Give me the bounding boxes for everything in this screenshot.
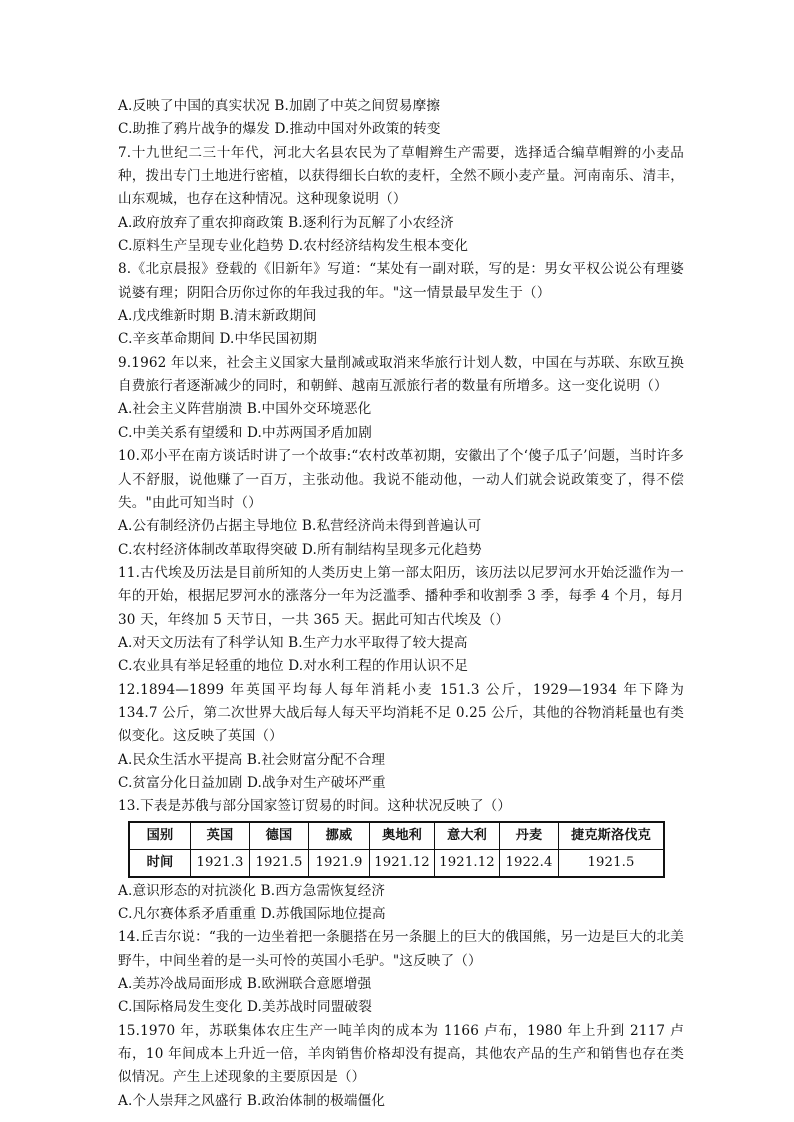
question-12-options-ab: A.民众生活水平提高 B.社会财富分配不合理 bbox=[118, 751, 386, 768]
question-8: 8.《北京晨报》登载的《旧新年》写道：“某处有一副对联，写的是：男女平权公说公有理婆说婆有理；阴阳合历你过你的年我过我的年。"这一情景最早发生于（） bbox=[118, 261, 684, 301]
question-15-options-ab: A.个人崇拜之风盛行 B.政治体制的极端僵化 bbox=[118, 1092, 386, 1109]
question-9-options-ab: A.社会主义阵营崩溃 B.中国外交环境恶化 bbox=[118, 401, 372, 418]
table-header-time: 时间 bbox=[129, 849, 191, 877]
question-7-options-ab: A.政府放弃了重农抑商政策 B.逐利行为瓦解了小农经济 bbox=[118, 214, 454, 231]
question-8-options-ab: A.戊戌维新时期 B.清末新政期间 bbox=[118, 308, 317, 325]
question-14: 14.丘吉尔说：“我的一边坐着把一条腿搭在另一条腿上的巨大的俄国熊，另一边是巨大的北美野牛，中间坐着的是一头可怜的英国小毛驴。"这反映了（） bbox=[118, 929, 684, 969]
table-cell-country: 意大利 bbox=[435, 822, 500, 850]
question-9-options-cd: C.中美关系有望缓和 D.中苏两国矛盾加剧 bbox=[118, 424, 372, 441]
table-cell-time: 1921.5 bbox=[559, 849, 665, 877]
question-14-options-ab: A.美苏冷战局面形成 B.欧洲联合意愿增强 bbox=[118, 976, 372, 993]
table-cell-country: 挪威 bbox=[309, 822, 370, 850]
question-15: 15.1970 年，苏联集体农庄生产一吨羊肉的成本为 1166 卢布，1980 年上升到 2117 卢布，10 年间成本上升近一倍，羊肉销售价格却没有提高，其他农产品的生产和销售也存在类似情况。产生上述现象的主要原因是（） bbox=[118, 1022, 684, 1086]
question-13-options-ab: A.意识形态的对抗淡化 B.西方急需恢复经济 bbox=[118, 882, 386, 899]
question-7: 7.十九世纪二三十年代，河北大名县农民为了草帽辫生产需要，选择适合编草帽辫的小麦品种，拨出专门土地进行密植，以获得细长白软的麦杆，全然不顾小麦产量。河南南乐、清丰，山东观城，也存在这种情况。这种现象说明（） bbox=[118, 144, 684, 208]
question-11: 11.古代埃及历法是目前所知的人类历史上第一部太阳历，该历法以尼罗河水开始泛滥作为一年的开始，根据尼罗河水的涨落分一年为泛滥季、播种季和收割季 3 季，每季 4 个月，每月 30 天，年终加 5 天节日，一共 365 天。据此可知古代埃及（） bbox=[118, 564, 684, 628]
table-cell-time: 1921.12 bbox=[370, 849, 435, 877]
question-11-options-cd: C.农业具有举足轻重的地位 D.对水利工程的作用认识不足 bbox=[118, 658, 469, 675]
table-cell-country: 丹麦 bbox=[500, 822, 559, 850]
question-12-options-cd: C.贫富分化日益加剧 D.战争对生产破坏严重 bbox=[118, 774, 386, 791]
table-row-country bbox=[129, 822, 664, 850]
question-7-options-cd: C.原料生产呈现专业化趋势 D.农村经济结构发生根本变化 bbox=[118, 238, 469, 255]
table-cell-time: 1921.5 bbox=[250, 849, 309, 877]
table-row-time bbox=[129, 849, 664, 877]
question-10-options-cd: C.农村经济体制改革取得突破 D.所有制结构呈现多元化趋势 bbox=[118, 541, 482, 558]
table-cell-country: 英国 bbox=[191, 822, 250, 850]
table-cell-country: 奥地利 bbox=[370, 822, 435, 850]
question-13-options-cd: C.凡尔赛体系矛盾重重 D.苏俄国际地位提高 bbox=[118, 906, 386, 922]
question-10: 10.邓小平在南方谈话时讲了一个故事:“农村改革初期，安徽出了个‘傻子瓜子’问题，当时许多人不舒服，说他赚了一百万，主张动他。我说不能动他，一动人们就会说政策变了，得不偿失。"由此可知当时（） bbox=[118, 448, 684, 511]
exam-page bbox=[118, 95, 684, 1113]
question-10-options-ab: A.公有制经济仍占据主导地位 B.私营经济尚未得到普遍认可 bbox=[118, 518, 482, 535]
question-13: 13.下表是苏俄与部分国家签订贸易的时间。这种状况反映了（） bbox=[118, 798, 512, 815]
table-cell-time: 1921.12 bbox=[435, 849, 500, 877]
option-line: C.助推了鸦片战争的爆发 D.推动中国对外政策的转变 bbox=[118, 121, 441, 138]
question-8-options-cd: C.辛亥革命期间 D.中华民国初期 bbox=[118, 331, 317, 348]
question-9: 9.1962 年以来，社会主义国家大量削减或取消来华旅行计划人数，中国在与苏联、东欧互换自费旅行者逐渐减少的同时，和朝鲜、越南互派旅行者的数量有所增多。这一变化说明（） bbox=[118, 354, 684, 395]
table-cell-country: 德国 bbox=[250, 822, 309, 850]
table-cell-time: 1921.3 bbox=[191, 849, 250, 877]
question-14-options-cd: C.国际格局发生变化 D.美苏战时同盟破裂 bbox=[118, 999, 372, 1016]
table-cell-time: 1922.4 bbox=[500, 849, 559, 877]
table-header-country: 国别 bbox=[129, 822, 191, 850]
table-cell-time: 1921.9 bbox=[309, 849, 370, 877]
question-12: 12.1894—1899 年英国平均每人每年消耗小麦 151.3 公斤，1929—1934 年下降为 134.7 公斤，第二次世界大战后每人每天平均消耗不足 0.25 公斤，其他的谷物消耗量也有类似变化。这反映了英国（） bbox=[118, 681, 684, 745]
option-line: A.反映了中国的真实状况 B.加剧了中英之间贸易摩擦 bbox=[118, 98, 441, 114]
trade-table bbox=[128, 821, 665, 878]
table-cell-country: 捷克斯洛伐克 bbox=[559, 822, 665, 850]
question-11-options-ab: A.对天文历法有了科学认知 B.生产力水平取得了较大提高 bbox=[118, 634, 468, 651]
